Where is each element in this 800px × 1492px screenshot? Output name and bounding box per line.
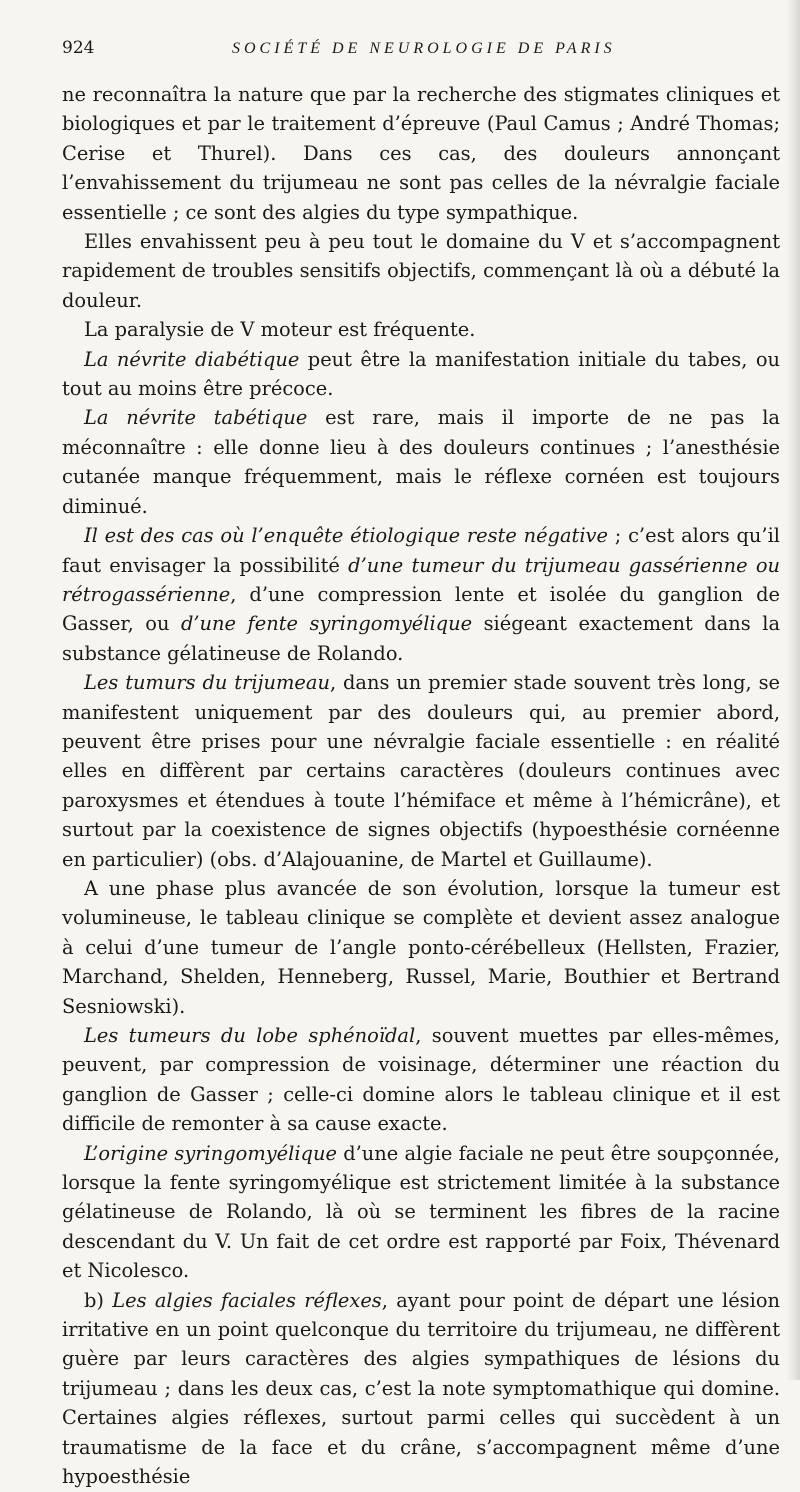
book-page <box>62 38 780 1492</box>
text-run: , d’une compression lente et isolée du ganglion de Gasser, ou <box>62 582 780 636</box>
page-edge-shadow <box>786 0 800 1380</box>
text-run: Elles envahissent peu à peu tout le domaine du V et s’accompagnent rapidement de troubles sensitifs objectifs, commençant là où a débuté la douleur. <box>62 230 780 312</box>
italic-text: La névrite diabétique <box>84 347 300 371</box>
italic-text: La névrite tabétique <box>84 406 308 430</box>
paragraph <box>62 345 780 404</box>
paragraph <box>62 874 780 1021</box>
text-run: siégeant exactement dans la substance gélatineuse de Rolando. <box>62 612 780 665</box>
text-run: b) <box>84 1288 113 1312</box>
paragraph <box>62 80 780 227</box>
text-run: peut être la manifestation initiale du tabes, ou tout au moins être précoce. <box>62 347 780 401</box>
text-run: est rare, mais il importe de ne pas la méconnaître : elle donne lieu à des douleurs continues ; l’anesthésie cutanée manque fréquemment, mais le réflexe cornéen est toujours diminué. <box>62 406 780 518</box>
paragraph <box>62 668 780 874</box>
page-header <box>62 38 780 58</box>
paragraph <box>62 1286 780 1492</box>
body-text <box>62 80 780 1492</box>
text-run: La paralysie de V moteur est fréquente. <box>84 318 476 342</box>
paragraph <box>62 521 780 668</box>
text-run: ; c’est alors qu’il faut envisager la possibilité <box>62 524 780 577</box>
italic-text: Les tumurs du trijumeau <box>84 671 330 695</box>
italic-text: Les tumeurs du lobe sphénoïdal <box>84 1024 416 1047</box>
page-number: 924 <box>62 38 95 58</box>
running-title: SOCIÉTÉ DE NEUROLOGIE DE PARIS <box>232 40 616 57</box>
text-run: A une phase plus avancée de son évolution, lorsque la tumeur est volumineuse, le tableau clinique se complète et devient assez analogue à celui d’une tumeur de l’angle ponto-cérébelleux (Hellsten, Frazier, Marchand, Shelden, Henneberg, Russel, Marie, Bouthier et Bertrand Sesniowski). <box>62 876 780 1018</box>
text-run: , ayant pour point de départ une lésion irritative en un point quelconque du territoire du trijumeau, ne diffèrent guère par leurs caractères des algies sympathiques de lésions du trijumeau ; dans les deux cas, c’est la note symptomathique qui domine. Certaines algies réflexes, surtout parmi celles qui succèdent à un traumatisme de la face et du crâne, s’accompagnent même d’une hypoesthésie <box>62 1288 780 1489</box>
italic-text: d’une fente syringomyélique <box>180 612 473 636</box>
italic-text: d’une tumeur du trijumeau gassérienne ou rétrogassérienne <box>62 553 780 606</box>
text-run: d’une algie faciale ne peut être soupçonnée, lorsque la fente syringomyélique est strictement limitée à la substance gélatineuse de Rolando, là où se terminent les fibres de la racine descendant du V. Un fait de cet ordre est rapporté par Foix, Thévenard et Nicolesco. <box>62 1141 781 1283</box>
text-run: , souvent muettes par elles-mêmes, peuvent, par compression de voisinage, déterminer une réaction du ganglion de Gasser ; celle-ci domine alors le tableau clinique et il est difficile de remonter à sa cause exacte. <box>62 1024 780 1136</box>
paragraph <box>62 315 780 344</box>
paragraph <box>62 1021 780 1139</box>
paragraph <box>62 227 780 315</box>
text-run: ne reconnaîtra la nature que par la recherche des stigmates cliniques et biologiques et par le traitement d’épreuve (Paul Camus ; André Thomas; Cerise et Thurel). Dans ces cas, des douleurs annonçant l’envahissement du trijumeau ne sont pas celles de la névralgie faciale essentielle ; ce sont des algies du type sympathique. <box>62 83 780 224</box>
italic-text: Il est des cas où l’enquête étiologique reste négative <box>84 524 608 548</box>
paragraph <box>62 403 780 521</box>
italic-text: Les algies faciales réflexes <box>112 1288 382 1312</box>
italic-text: L’origine syringomyélique <box>84 1141 337 1165</box>
paragraph <box>62 1139 780 1286</box>
text-run: , dans un premier stade souvent très long, se manifestent uniquement par des douleurs qui, au premier abord, peuvent être prises pour une névralgie faciale essentielle : en réalité elles en diffèrent par certains caractères (douleurs continues avec paroxysmes et étendues à toute l’hémiface et même à l’hémicrâne), et surtout par la coexistence de signes objectifs (hypoesthésie cornéenne en particulier) (obs. d’Alajouanine, de Martel et Guillaume). <box>62 671 780 871</box>
